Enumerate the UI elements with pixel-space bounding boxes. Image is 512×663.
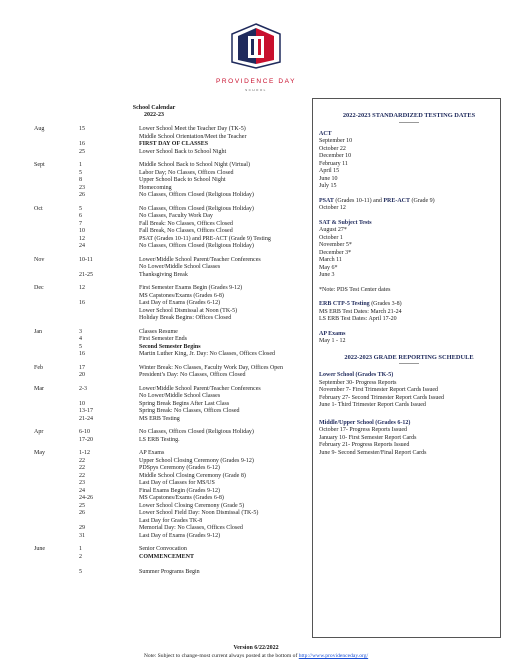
calendar-entry [34, 429, 304, 437]
entry-event: Lower School Field Day: Noon Dismissal (TK-5) [139, 510, 259, 516]
mu-report-line: June 9- Second Semester/Final Report Cards [319, 449, 427, 456]
entry-event: MS Capstones/Exams (Grades 6-8) [139, 495, 224, 501]
calendar-entry [34, 300, 304, 308]
entry-event: Lower School Meet the Teacher Day (TK-5) [139, 126, 246, 132]
entry-date: 8 [79, 177, 82, 183]
calendar-entry [34, 192, 304, 200]
preact-grade: (Grade 9) [410, 197, 435, 204]
act-date: April 15 [319, 168, 340, 174]
entry-event: No Classes, Offices Closed (Religious Holiday) [139, 192, 254, 198]
entry-date: 20 [79, 372, 85, 378]
entry-event: Spring Break Begins After Last Class [139, 400, 230, 407]
calendar-entry [34, 458, 304, 466]
entry-date: 1 [79, 162, 82, 168]
entry-event: Upper School Back to School Night [139, 177, 226, 183]
entry-date: 5 [79, 568, 82, 575]
month-block [34, 329, 304, 359]
entry-event: Middle School Closing Ceremony (Grade 8) [139, 472, 246, 479]
sat-date: November 5* [319, 242, 352, 248]
sat-date: December 3* [319, 249, 352, 256]
calendar-entry [34, 177, 304, 185]
calendar-entry [34, 236, 304, 244]
lower-school-reporting [319, 372, 499, 410]
calendar-entry [34, 386, 304, 394]
entry-event: No Classes, Offices Closed (Religious Holiday) [139, 243, 254, 249]
act-date: June 10 [319, 175, 338, 182]
divider [399, 122, 419, 123]
ap-title: AP Exams [319, 330, 346, 337]
calendar-year: 2022-23 [144, 112, 164, 118]
entry-event: COMMENCEMENT [139, 553, 194, 560]
entry-event [139, 561, 141, 569]
entry-date [34, 561, 139, 569]
entry-event: Fall Break, No Classes, Offices Closed [139, 228, 233, 234]
calendar-entry [34, 437, 304, 445]
entry-event: Thanksgiving Break [139, 271, 188, 278]
psat-section [319, 198, 499, 213]
erb-date-line: LS ERB Test Dates: April 17-20 [319, 316, 397, 322]
entry-date: 1-12 [79, 450, 90, 456]
ls-report-line: June 1- Third Trimester Report Cards Issued [319, 402, 426, 408]
entry-event: No Lower/Middle School Classes [139, 393, 221, 399]
calendar-entry [34, 408, 304, 416]
month-block [34, 429, 304, 444]
entry-date: 24 [79, 243, 85, 249]
entry-date: 22 [79, 457, 85, 464]
entry-event: Classes Resume [139, 328, 178, 335]
mu-report-line: October 17- Progress Reports Issued [319, 427, 407, 433]
entry-date: 4 [79, 336, 82, 342]
act-date: October 22 [319, 145, 346, 152]
calendar-entry [34, 344, 304, 352]
entry-event: Last Day of Exams (Grades 9-12) [139, 532, 221, 539]
sat-section [319, 220, 499, 280]
calendar-entry [34, 351, 304, 359]
entry-event: Martin Luther King, Jr. Day: No Classes, Offices Closed [139, 351, 276, 357]
calendar-entry [34, 495, 304, 503]
calendar-entry [34, 488, 304, 496]
entry-event: PDSpys Ceremony (Grades 6-12) [139, 465, 220, 471]
calendar-entry [34, 510, 304, 518]
calendar-entry [34, 480, 304, 488]
entry-date [34, 264, 139, 272]
calendar-entry [34, 185, 304, 193]
entry-event: Final Exams Begin (Grades 9-12) [139, 487, 220, 494]
month-name: Apr [34, 429, 44, 435]
erb-date-line: MS ERB Test Dates: March 21-24 [319, 308, 402, 315]
entry-event: Lower/Middle School Parent/Teacher Conferences [139, 385, 261, 392]
entry-date: 24-26 [79, 495, 93, 501]
entry-event: No Lower/Middle School Classes [139, 264, 221, 270]
month-name: Oct [34, 205, 43, 212]
entry-event: Lower School Back to School Night [139, 148, 227, 155]
calendar-entry [34, 473, 304, 481]
entry-date: 12 [79, 235, 85, 242]
entry-event: No Classes, Offices Closed (Religious Holiday) [139, 429, 254, 435]
calendar-entry [34, 365, 304, 373]
calendar-entry [34, 450, 304, 458]
entry-date: 29 [79, 525, 85, 531]
calendar-entry [34, 416, 304, 424]
entry-event: Lower/Middle School Parent/Teacher Conferences [139, 256, 261, 263]
ap-section [319, 331, 499, 346]
calendar-entry [34, 285, 304, 293]
act-date: July 15 [319, 183, 337, 189]
entry-date: 21-25 [79, 271, 93, 278]
sat-date: June 3 [319, 272, 335, 278]
entry-date: 16 [79, 141, 85, 147]
grading-heading: 2022-2023 GRADE REPORTING SCHEDULE [344, 353, 474, 361]
entry-event: Upper School Closing Ceremony (Grades 9-12) [139, 457, 254, 464]
entry-event: First Semester Exams Begin (Grades 9-12) [139, 285, 243, 291]
month-name: May [34, 450, 45, 456]
entry-date [34, 308, 139, 316]
calendar-entry [34, 221, 304, 229]
entry-date: 5 [79, 205, 82, 212]
month-name: Sept [34, 162, 45, 168]
month-block [34, 450, 304, 540]
calendar-entry [34, 518, 304, 526]
entry-event: Middle School Orientation/Meet the Teacher [139, 133, 247, 140]
month-block [34, 285, 304, 323]
website-link[interactable]: http://www.providenceday.org/ [298, 653, 369, 659]
calendar-entry [34, 315, 304, 323]
calendar-entry [34, 170, 304, 178]
calendar-entry [34, 162, 304, 170]
month-name: Jan [34, 328, 42, 335]
sat-note: *Note: PDS Test Center dates [319, 286, 391, 293]
entry-event: Labor Day; No Classes, Offices Closed [139, 169, 234, 176]
month-name: Feb [34, 364, 43, 371]
entry-date: 10 [79, 400, 85, 407]
entry-date: 10 [79, 228, 85, 234]
month-name: June [34, 546, 45, 552]
entry-date: 24 [79, 487, 85, 494]
calendar-entry [34, 533, 304, 541]
calendar-list [34, 126, 304, 582]
entry-date: 1 [79, 546, 82, 552]
entry-date: 16 [79, 351, 85, 357]
sat-date: October 1 [319, 234, 343, 241]
calendar-entry [34, 465, 304, 473]
entry-date: 3 [79, 328, 82, 335]
calendar-entry [34, 561, 304, 569]
entry-event: Lower School Dismissal at Noon (TK-5) [139, 307, 238, 314]
month-block [34, 206, 304, 251]
entry-date: 5 [79, 169, 82, 176]
entry-event: Homecoming [139, 184, 172, 191]
month-block [34, 386, 304, 424]
month-block [34, 257, 304, 280]
month-name: Dec [34, 285, 44, 291]
entry-event: Fall Break: No Classes, Offices Closed [139, 220, 233, 227]
mu-report-line: February 21- Progress Reports Issued [319, 442, 410, 448]
month-block [34, 162, 304, 200]
ls-report-line: September 30- Progress Reports [319, 379, 397, 386]
calendar-entry [34, 206, 304, 214]
month-block [34, 126, 304, 156]
sat-title: SAT & Subject Tests [319, 219, 372, 226]
sat-date: May 6* [319, 264, 338, 271]
entry-date: 5 [79, 343, 82, 350]
act-date: December 10 [319, 153, 352, 159]
entry-date [34, 134, 139, 142]
testing-heading: 2022-2023 STANDARDIZED TESTING DATES [342, 112, 476, 119]
entry-date: 2 [79, 553, 82, 560]
calendar-entry [34, 228, 304, 236]
erb-section [319, 301, 499, 324]
month-name: Aug [34, 126, 45, 132]
entry-event: Memorial Day: No Classes, Offices Closed [139, 525, 243, 531]
entry-date: 2-3 [79, 385, 87, 392]
erb-grades: (Grades 3-8) [369, 301, 402, 307]
entry-event: Second Semester Begins [139, 343, 201, 350]
calendar-entry [34, 257, 304, 265]
ls-report-line: February 27- Second Trimester Report Cards Issued [319, 394, 444, 401]
entry-event: Senior Convocation [139, 546, 187, 552]
entry-date: 26 [79, 510, 85, 516]
entry-event: No Classes, Faculty Work Day [139, 213, 213, 219]
entry-date: 7 [79, 220, 82, 227]
calendar-entry [34, 264, 304, 272]
entry-event: LS ERB Testing. [139, 436, 180, 443]
entry-date [34, 518, 139, 526]
month-block [34, 546, 304, 576]
entry-event: Lower School Closing Ceremony (Grade 5) [139, 502, 245, 509]
entry-date: 16 [79, 300, 85, 306]
calendar-entry [34, 126, 304, 134]
entry-event: PSAT (Grades 10-11) and PRE-ACT (Grade 9) Testing [139, 235, 271, 242]
entry-date: 17-20 [79, 436, 93, 443]
entry-date: 17 [79, 364, 85, 371]
calendar-entry [34, 569, 304, 577]
footer-note [0, 653, 512, 659]
entry-event: FIRST DAY OF CLASSES [139, 141, 209, 147]
entry-event: President’s Day: No Classes, Offices Closed [139, 372, 246, 378]
entry-event: Last Day of Exams (Grades 6-12) [139, 300, 221, 306]
footer-note-text: Note: Subject to change-most current always posted at the bottom of [143, 653, 299, 659]
entry-date [34, 393, 139, 401]
entry-date: 10-11 [79, 256, 93, 263]
entry-event: First Semester Ends [139, 336, 187, 342]
entry-date: 23 [79, 480, 85, 486]
entry-event: AP Exams [139, 450, 165, 456]
entry-event: Winter Break: No Classes, Faculty Work Day, Offices Open [139, 364, 283, 371]
entry-date: 25 [79, 148, 85, 155]
version-label: Version 6/22/2022 [233, 645, 279, 651]
brand-subtitle: SCHOOL [245, 88, 267, 92]
calendar-entry [34, 134, 304, 142]
ap-dates: May 1 - 12 [319, 338, 346, 344]
month-name: Nov [34, 256, 45, 263]
preact-label: PRE-ACT [383, 197, 411, 204]
psat-date: October 12 [319, 205, 346, 211]
entry-event: Spring Break: No Classes, Offices Closed [139, 408, 240, 414]
act-date: September 10 [319, 138, 353, 144]
entry-date [34, 293, 139, 301]
calendar-entry [34, 546, 304, 554]
calendar-entry [34, 393, 304, 401]
ls-report-line: November 7- First Trimester Report Cards Issued [319, 387, 438, 393]
divider [399, 363, 419, 364]
brand-name: PROVIDENCE DAY [215, 78, 297, 85]
entry-date: 12 [79, 285, 85, 291]
calendar-title: School Calendar [132, 105, 176, 111]
calendar-entry [34, 308, 304, 316]
entry-date: 22 [79, 465, 85, 471]
calendar-entry [34, 141, 304, 149]
entry-event: Middle School Back to School Night (Virtual) [139, 162, 250, 168]
entry-date: 25 [79, 502, 85, 509]
calendar-entry [34, 503, 304, 511]
entry-date: 15 [79, 126, 85, 132]
calendar-entry [34, 554, 304, 562]
calendar-entry [34, 525, 304, 533]
entry-date [34, 315, 139, 323]
entry-date: 6-10 [79, 429, 90, 435]
act-title: ACT [319, 130, 332, 137]
calendar-entry [34, 272, 304, 280]
act-date: February 11 [319, 160, 348, 167]
entry-date: 22 [79, 472, 85, 479]
month-name: Mar [34, 385, 44, 392]
calendar-entry [34, 336, 304, 344]
school-crest-logo [226, 22, 286, 70]
calendar-entry [34, 213, 304, 221]
psat-grades: (Grades 10-11) and [333, 197, 384, 204]
middle-upper-reporting [319, 420, 499, 458]
entry-event: Summer Programs Begin [139, 568, 200, 575]
entry-event: MS Capstones/Exams (Grades 6-8) [139, 292, 224, 299]
mu-report-line: January 10- First Semester Report Cards [319, 434, 417, 441]
calendar-entry [34, 149, 304, 157]
entry-event: Last Day of Classes for MS/US [139, 480, 215, 486]
entry-event: No Classes, Offices Closed (Religious Holiday) [139, 205, 254, 212]
entry-date: 13-17 [79, 408, 93, 414]
entry-date: 31 [79, 532, 85, 539]
entry-date: 23 [79, 184, 85, 191]
testing-panel [319, 112, 499, 464]
entry-date: 26 [79, 192, 85, 198]
entry-event: Last Day for Grades TK-8 [139, 517, 203, 524]
ls-title: Lower School (Grades TK-5) [319, 372, 394, 378]
entry-date: 6 [79, 213, 82, 219]
month-block [34, 365, 304, 380]
entry-date: 21-24 [79, 415, 93, 422]
act-section [319, 131, 499, 191]
sat-date: March 11 [319, 257, 342, 263]
erb-title: ERB CTP-5 Testing [319, 301, 370, 307]
psat-label: PSAT [319, 197, 334, 204]
entry-event: Holiday Break Begins: Offices Closed [139, 315, 232, 321]
calendar-entry [34, 372, 304, 380]
entry-event: MS ERB Testing [139, 415, 180, 422]
calendar-entry [34, 329, 304, 337]
calendar-entry [34, 401, 304, 409]
calendar-entry [34, 243, 304, 251]
sat-date: August 27* [319, 227, 347, 233]
mu-title: Middle/Upper School (Grades 6-12) [319, 419, 411, 426]
calendar-entry [34, 293, 304, 301]
